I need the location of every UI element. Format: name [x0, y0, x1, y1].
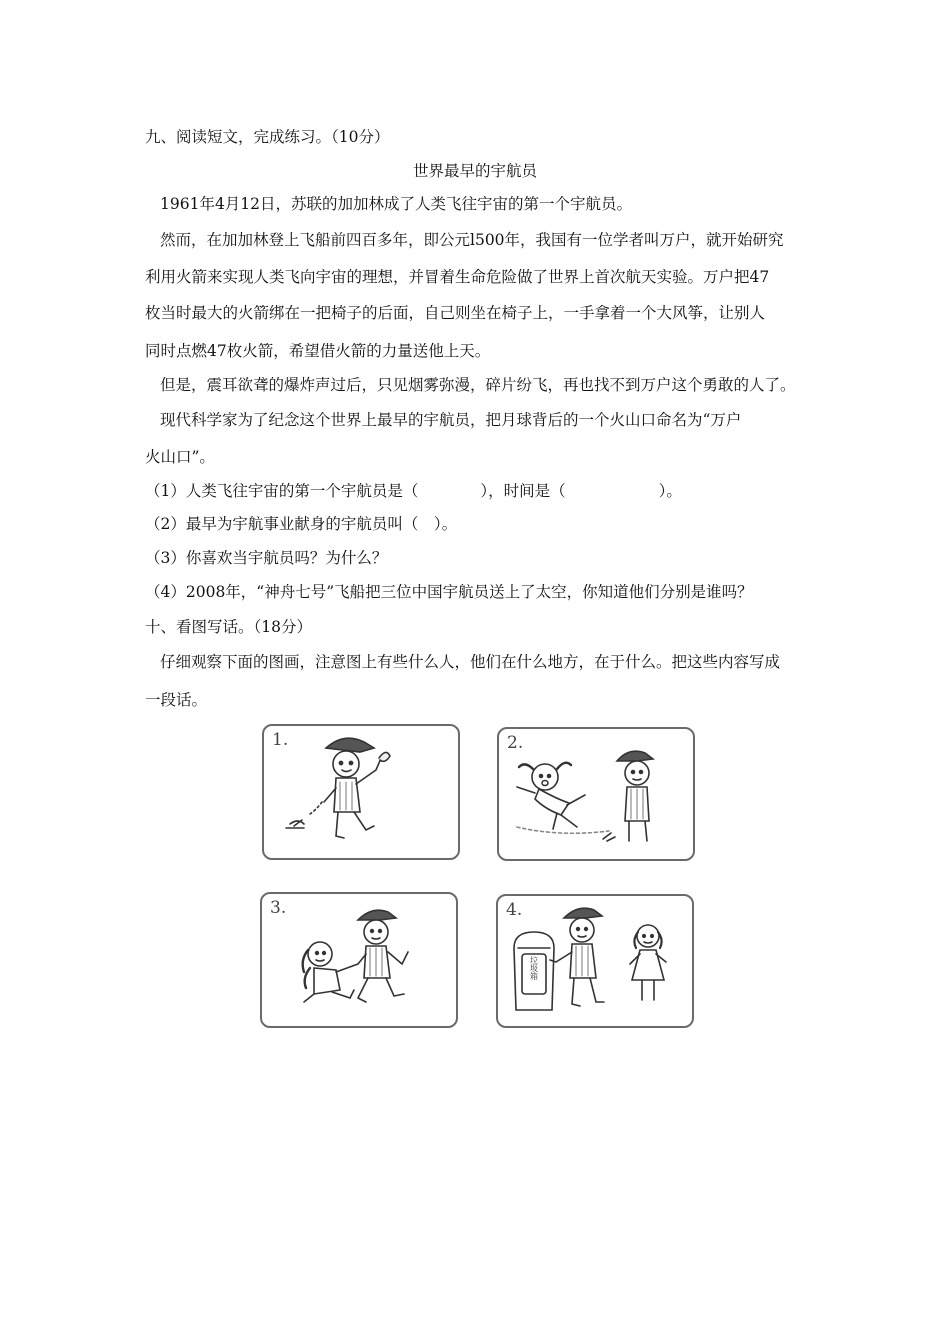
picture-panel-1: [262, 724, 460, 860]
picture-panel-2: [497, 727, 695, 861]
question-2: （2）最早为宇航事业献身的宇航员叫（ ）。: [145, 515, 458, 533]
instruction-line: 一段话。: [145, 691, 208, 709]
picture-panel-4: [496, 894, 694, 1028]
paragraph-line: 枚当时最大的火箭绑在一把椅子的后面，自己则坐在椅子上，一手拿着一个大风筝，让别人: [145, 304, 766, 322]
paragraph-line: 但是，震耳欲聋的爆炸声过后，只见烟雾弥漫，碎片纷飞，再也找不到万户这个勇敢的人了。: [160, 376, 796, 394]
paragraph-line: 利用火箭来实现人类飞向宇宙的理想，并冒着生命危险做了世界上首次航天实验。万户把47: [145, 268, 770, 286]
section-9-heading: 九、阅读短文，完成练习。（10分）: [145, 128, 390, 146]
panel-number: 4.: [506, 900, 523, 920]
panel-number: 1.: [272, 730, 289, 750]
bin-label: 垃圾箱: [529, 956, 539, 980]
boy-helping-girl-up-illustration: [262, 894, 456, 1026]
section-10-heading: 十、看图写话。（18分）: [145, 618, 312, 636]
question-3: （3）你喜欢当宇航员吗？为什么？: [145, 549, 388, 567]
question-4: （4）2008年，“神舟七号”飞船把三位中国宇航员送上了太空，你知道他们分别是谁吗？: [145, 583, 753, 601]
paragraph-line: 现代科学家为了纪念这个世界上最早的宇航员，把月球背后的一个火山口命名为“万户: [160, 411, 742, 429]
panel-number: 3.: [270, 898, 287, 918]
passage-title: 世界最早的宇航员: [412, 162, 537, 180]
girl-slipping-on-peel-illustration: [499, 729, 693, 859]
picture-panel-3: [260, 892, 458, 1028]
paragraph-line: 1961年4月12日，苏联的加加林成了人类飞往宇宙的第一个宇航员。: [160, 195, 633, 213]
question-1: （1）人类飞往宇宙的第一个宇航员是（ ），时间是（ ）。: [145, 482, 682, 500]
paragraph-line: 火山口”。: [145, 448, 215, 466]
paragraph-line: 然而，在加加林登上飞船前四百多年，即公元l500年，我国有一位学者叫万户，就开始研究: [160, 231, 784, 249]
boy-throwing-banana-peel-illustration: [264, 726, 458, 858]
panel-number: 2.: [507, 733, 524, 753]
paragraph-line: 同时点燃47枚火箭，希望借火箭的力量送他上天。: [145, 342, 491, 360]
boy-throwing-peel-in-bin-illustration: [498, 896, 692, 1026]
instruction-line: 仔细观察下面的图画，注意图上有些什么人，他们在什么地方，在于什么。把这些内容写成: [160, 653, 781, 671]
